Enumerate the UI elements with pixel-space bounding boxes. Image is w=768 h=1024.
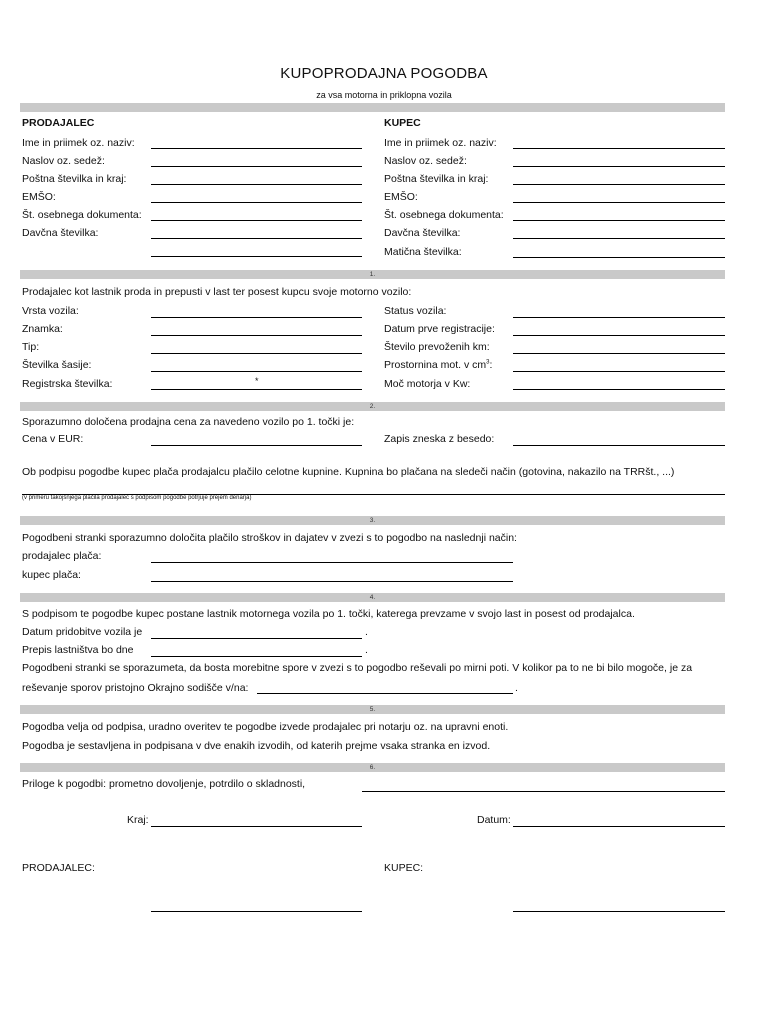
vehicle-field-label: Registrska številka: [22, 378, 113, 390]
section3-intro: Pogodbeni stranki sporazumno določita plačilo stroškov in dajatev v zvezi s to pogodbo na naslednji način: [22, 532, 517, 544]
validity-text: Pogodba velja od podpisa, uradno overitev te pogodbe izvede prodajalec pri notarju oz. na upravni enoti. [22, 721, 509, 733]
vehicle-field-label: Vrsta vozila: [22, 305, 79, 317]
buyer-signature-field[interactable] [513, 911, 725, 912]
seller-emso-field[interactable] [151, 202, 362, 203]
buyer-registration-number-field[interactable] [513, 257, 725, 258]
payment-footnote: (v primeru takojšnjega plačila prodajalec s podpisom pogodbe potrjuje prejem denarja) [22, 495, 252, 501]
vehicle-type-field[interactable] [151, 317, 362, 318]
section-divider-5: 5. [20, 705, 725, 714]
vehicle-model-field[interactable] [151, 353, 362, 354]
seller-heading: PRODAJALEC [22, 117, 95, 129]
buyer-id-document-field[interactable] [513, 220, 725, 221]
buyer-field-label: Št. osebnega dokumenta: [384, 209, 504, 221]
seller-field-label: Št. osebnega dokumenta: [22, 209, 142, 221]
vehicle-field-label: Tip: [22, 341, 40, 353]
court-period: . [515, 682, 518, 694]
buyer-field-label: Naslov oz. sedež: [384, 155, 467, 167]
attachments-field[interactable] [362, 791, 725, 792]
buyer-field-label: Ime in priimek oz. naziv: [384, 137, 497, 149]
buyer-postcode-field[interactable] [513, 184, 725, 185]
buyer-field-label: EMŠO: [384, 191, 418, 203]
document-subtitle: za vsa motorna in priklopna vozila [316, 90, 452, 100]
attachments-label: Priloge k pogodbi: prometno dovoljenje, potrdilo o skladnosti, [22, 778, 306, 790]
buyer-pays-label: kupec plača: [22, 569, 81, 581]
seller-signature-label: PRODAJALEC: [22, 862, 95, 874]
engine-volume-field[interactable] [513, 371, 725, 372]
buyer-field-label: Davčna številka: [384, 227, 461, 239]
seller-id-document-field[interactable] [151, 220, 362, 221]
buyer-pays-field[interactable] [151, 581, 513, 582]
buyer-tax-number-field[interactable] [513, 238, 725, 239]
vehicle-brand-field[interactable] [151, 335, 362, 336]
section1-intro: Prodajalec kot lastnik proda in prepusti v last ter posest kupcu svoje motorno vozilo: [22, 286, 412, 298]
buyer-name-field[interactable] [513, 148, 725, 149]
section-divider-4: 4. [20, 593, 725, 602]
seller-signature-field[interactable] [151, 911, 362, 912]
buyer-emso-field[interactable] [513, 202, 725, 203]
dispute-text-line1: Pogodbeni stranki se sporazumeta, da bosta morebitne spore v zvezi s to pogodbo reševali po mirni poti. V kolikor pa to ne bi bilo mogoče, je za [22, 662, 693, 674]
acquisition-date-field[interactable] [151, 638, 362, 639]
seller-field-label: Poštna številka in kraj: [22, 173, 127, 185]
seller-pays-label: prodajalec plača: [22, 550, 102, 562]
engine-power-field[interactable] [513, 389, 725, 390]
buyer-signature-label: KUPEC: [384, 862, 424, 874]
mileage-field[interactable] [513, 353, 725, 354]
ownership-transfer-period: . [365, 644, 368, 656]
copies-text: Pogodba je sestavljena in podpisana v dve enakih izvodih, od katerih prejme vsaka stranka en izvod. [22, 740, 491, 752]
section-divider-header [20, 103, 725, 112]
first-registration-date-field[interactable] [513, 335, 725, 336]
section-divider-6: 6. [20, 763, 725, 772]
price-field[interactable] [151, 445, 362, 446]
seller-tax-number-field[interactable] [151, 238, 362, 239]
buyer-field-label: Poštna številka in kraj: [384, 173, 489, 185]
seller-name-field[interactable] [151, 148, 362, 149]
seller-address-field[interactable] [151, 166, 362, 167]
vehicle-field-label: Število prevoženih km: [384, 341, 490, 353]
vehicle-registration-field[interactable] [151, 389, 362, 390]
vehicle-chassis-field[interactable] [151, 371, 362, 372]
buyer-address-field[interactable] [513, 166, 725, 167]
seller-postcode-field[interactable] [151, 184, 362, 185]
vehicle-volume-label: Prostornina mot. v $cm^3$: [384, 359, 493, 371]
section-divider-2: 2. [20, 402, 725, 411]
place-label: Kraj: [127, 814, 149, 826]
vehicle-status-field[interactable] [513, 317, 725, 318]
vehicle-field-label: Moč motorja v Kw: [384, 378, 471, 390]
payment-text: Ob podpisu pogodbe kupec plača prodajalcu plačilo celotne kupnine. Kupnina bo plačana na sledeči način (gotovina, nakazilo na TRRšt., ...) [22, 466, 675, 478]
ownership-transfer-label: Prepis lastništva bo dne [22, 644, 134, 656]
seller-pays-field[interactable] [151, 562, 513, 563]
date-label: Datum: [477, 814, 511, 826]
vehicle-field-label: Številka šasije: [22, 359, 92, 371]
seller-extra-field[interactable] [151, 256, 362, 257]
section-divider-3: 3. [20, 516, 725, 525]
seller-field-label: Naslov oz. sedež: [22, 155, 105, 167]
court-field[interactable] [257, 693, 513, 694]
price-label: Cena v EUR: [22, 433, 84, 445]
place-field[interactable] [151, 826, 362, 827]
vehicle-field-label: Status vozila: [384, 305, 447, 317]
dispute-text-line2: reševanje sporov pristojno Okrajno sodišče v/na: [22, 682, 249, 694]
price-words-label: Zapis zneska z besedo: [384, 433, 495, 445]
acquisition-date-period: . [365, 626, 368, 638]
section4-intro: S podpisom te pogodbe kupec postane lastnik motornega vozila po 1. točki, katerega prevzame v svojo last in posest od prodajalca. [22, 608, 635, 620]
registration-asterisk: * [255, 376, 259, 386]
buyer-heading: KUPEC [384, 117, 421, 129]
date-field[interactable] [513, 826, 725, 827]
seller-field-label: Davčna številka: [22, 227, 99, 239]
vehicle-field-label: Datum prve registracije: [384, 323, 495, 335]
section-divider-1: 1. [20, 270, 725, 279]
ownership-transfer-field[interactable] [151, 656, 362, 657]
acquisition-date-label: Datum pridobitve vozila je [22, 626, 143, 638]
section2-intro: Sporazumno določena prodajna cena za navedeno vozilo po 1. točki je: [22, 416, 355, 428]
vehicle-field-label: Znamka: [22, 323, 63, 335]
document-title: KUPOPRODAJNA POGODBA [280, 65, 488, 82]
seller-field-label: Ime in priimek oz. naziv: [22, 137, 135, 149]
seller-field-label: EMŠO: [22, 191, 56, 203]
buyer-field-label: Matična številka: [384, 246, 462, 258]
price-words-field[interactable] [513, 445, 725, 446]
